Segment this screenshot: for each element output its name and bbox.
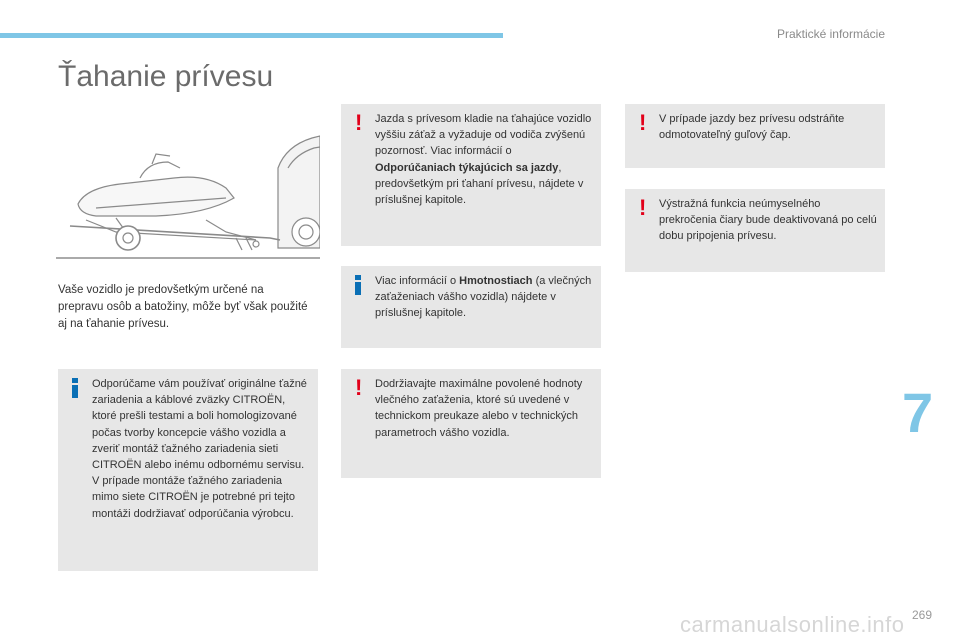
page-title: Ťahanie prívesu <box>58 60 274 93</box>
info-icon <box>72 378 78 398</box>
weights-text: Viac informácií o Hmotnostiach (a vlečných zaťaženiach vášho vozidla) nájdete v príslušnej kapitole. <box>375 275 592 320</box>
warning-icon: ! <box>355 110 363 135</box>
max-load-text: Dodržiavajte maximálne povolené hodnoty vlečného zaťaženia, ktoré sú uvedené v technickom preukaze alebo v technických parametroch vášho vozidla. <box>375 378 583 439</box>
page-number: 269 <box>912 608 933 622</box>
driving-text: Jazda s prívesom kladie na ťahajúce vozidlo vyššiu záťaž a vyžaduje od vodiča zvýšenú pozornosť. Viac informácií o Odporúčaniach týkajúcich sa jazdy, predovšetkým pri ťahaní prívesu, nájdete v príslušnej kapitole. <box>375 113 592 207</box>
warning-box-lane-warning <box>625 189 885 272</box>
top-accent-bar <box>0 33 503 38</box>
info-box-weights <box>341 266 601 348</box>
info-icon <box>355 275 361 295</box>
warning-icon: ! <box>355 375 363 400</box>
recommendation-text: Odporúčame vám používať originálne ťažné zariadenia a káblové zväzky CITROËN, ktoré prešli testami a boli homologizované počas tvorby koncepcie vášho vozidla a zveriť montáž ťažného zariadenia sieti CITROËN alebo inému odbornému servisu. V prípade montáže ťažného zariadenia mimo siete CITROËN je potrebné pri tejto montáži dodržiavať odporúčania výrobcu. <box>92 378 307 520</box>
warning-icon: ! <box>639 110 647 135</box>
intro-paragraph: Vaše vozidlo je predovšetkým určené na prepravu osôb a batožiny, môže byť však použité aj na ťahanie prívesu. <box>58 284 308 330</box>
watermark: carmanualsonline.info <box>680 612 905 637</box>
chapter-number: 7 <box>902 381 934 444</box>
warning-box-driving <box>341 104 601 246</box>
info-box-recommendation <box>58 369 318 571</box>
warning-icon: ! <box>639 195 647 220</box>
lane-warning-text: Výstražná funkcia neúmyselného prekročenia čiary bude deaktivovaná po celú dobu pripojenia prívesu. <box>659 198 877 243</box>
section-header: Praktické informácie <box>776 27 885 41</box>
warning-box-ball-cap <box>625 104 885 168</box>
trailer-illustration <box>56 128 320 264</box>
ball-cap-text: V prípade jazdy bez prívesu odstráňte odmotovateľný guľový čap. <box>659 113 845 142</box>
warning-box-max-load <box>341 369 601 478</box>
